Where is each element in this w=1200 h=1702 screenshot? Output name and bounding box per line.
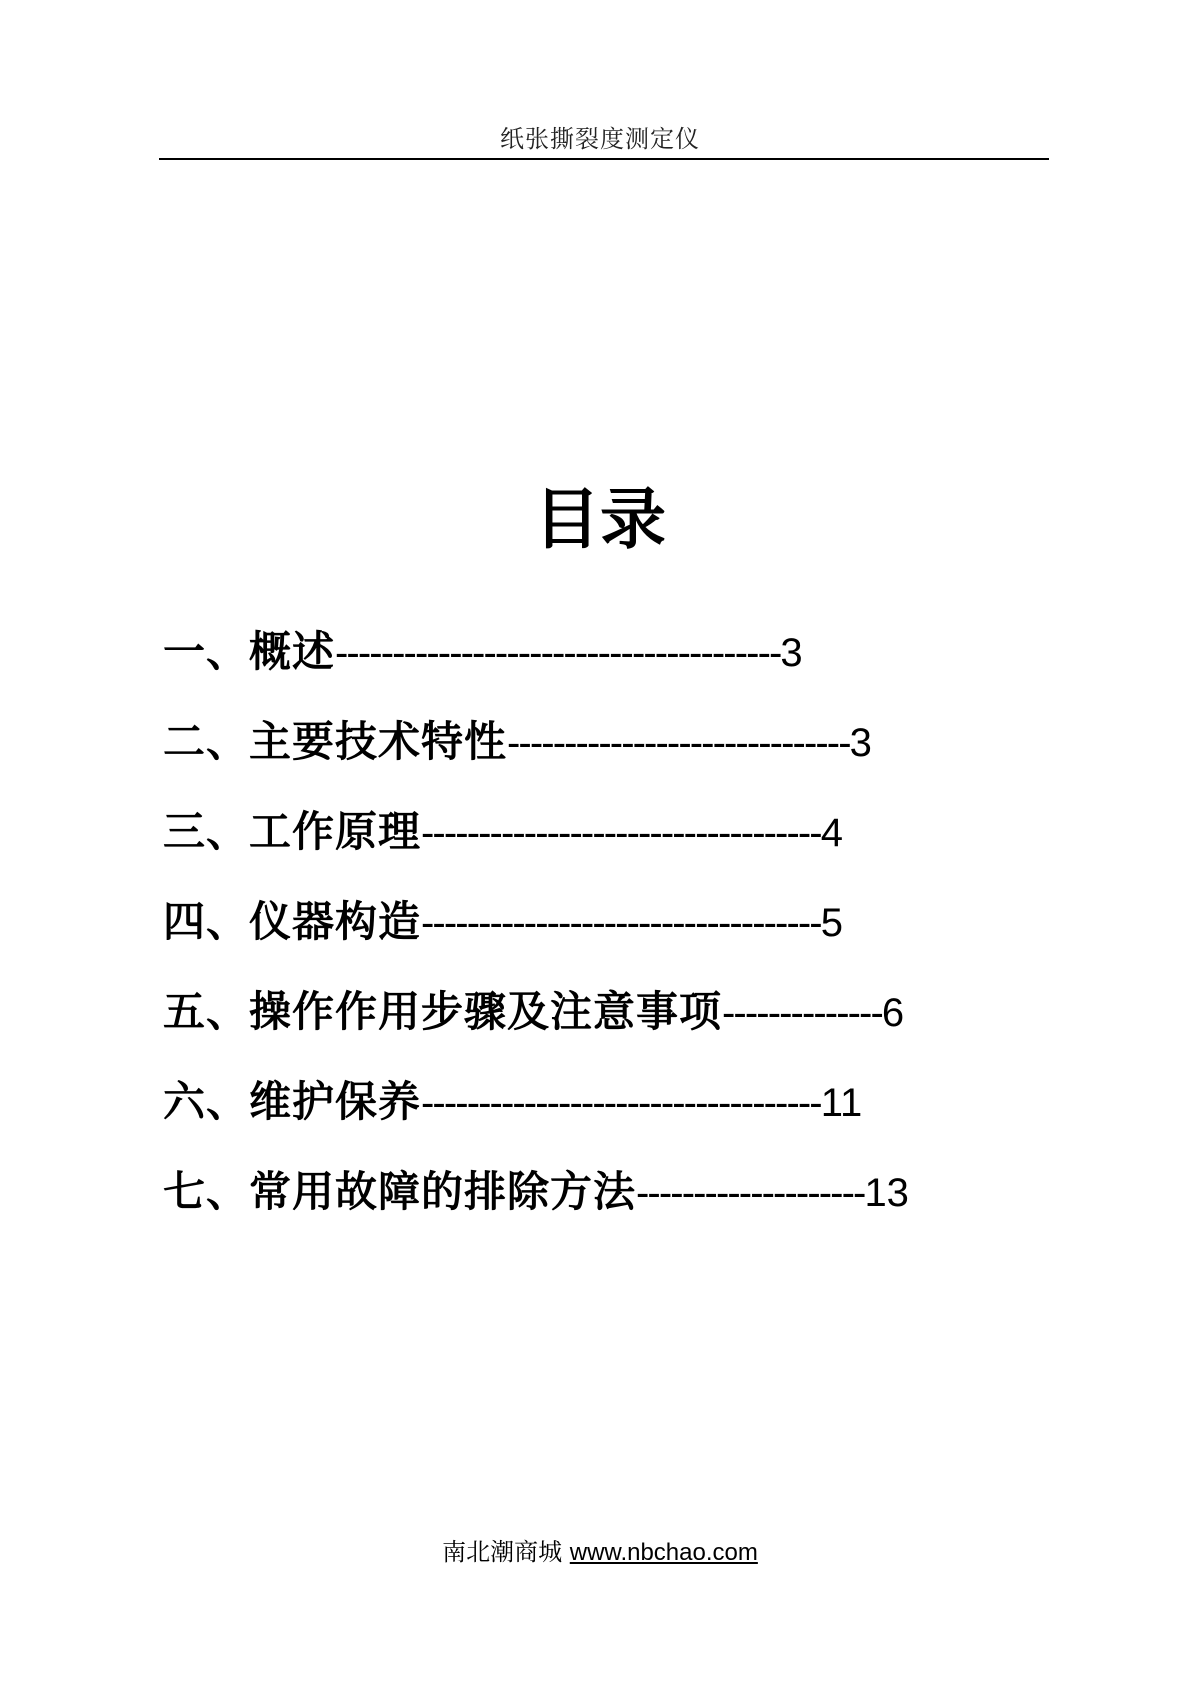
toc-entry-leader: ----------------------------------- (421, 1081, 821, 1125)
toc-entry-label: 六、维护保养 (163, 1077, 422, 1126)
toc-entry-label: 三、工作原理 (163, 807, 422, 856)
toc-entry-page: 3 (849, 721, 872, 765)
running-header: 纸张撕裂度测定仪 (500, 125, 700, 153)
header-rule (159, 158, 1049, 160)
toc-entry-leader: -------------- (722, 991, 882, 1035)
toc-entry[interactable] (163, 1072, 1063, 1162)
footer-site-name: 南北潮商城 (442, 1538, 563, 1566)
toc-entry-leader: ------------------------------ (507, 721, 850, 765)
toc-entry[interactable] (163, 712, 1063, 802)
page-footer (0, 1537, 1200, 1568)
toc-entry-page: 4 (820, 811, 843, 855)
toc-entry[interactable] (163, 892, 1063, 982)
toc-entry-leader: ----------------------------------- (421, 811, 821, 855)
toc-entry-label: 五、操作作用步骤及注意事项 (163, 987, 723, 1036)
toc-entry-label: 七、常用故障的排除方法 (163, 1167, 637, 1216)
footer-url-link[interactable]: www.nbchao.com (569, 1539, 758, 1566)
toc-entry-page: 13 (864, 1171, 909, 1215)
toc-entry-page: 6 (881, 991, 905, 1035)
toc-entry-page: 3 (780, 631, 803, 675)
toc-entry-label: 二、主要技术特性 (163, 717, 508, 766)
toc-entry-leader: --------------------------------------- (335, 631, 781, 675)
toc-entry[interactable] (163, 982, 1063, 1072)
toc-entry[interactable] (163, 1162, 1063, 1252)
toc-entry-page: 5 (820, 901, 843, 945)
toc-entry-label: 四、仪器构造 (163, 897, 422, 946)
toc-entry[interactable] (163, 802, 1063, 892)
toc-title: 目录 (534, 480, 666, 558)
toc-entry[interactable] (163, 622, 1063, 712)
toc-entry-leader: -------------------- (636, 1171, 865, 1215)
toc-entry-label: 一、概述 (163, 627, 336, 676)
toc-list (163, 622, 1063, 1252)
toc-entry-page: 11 (820, 1081, 863, 1125)
toc-entry-leader: ----------------------------------- (421, 901, 821, 945)
